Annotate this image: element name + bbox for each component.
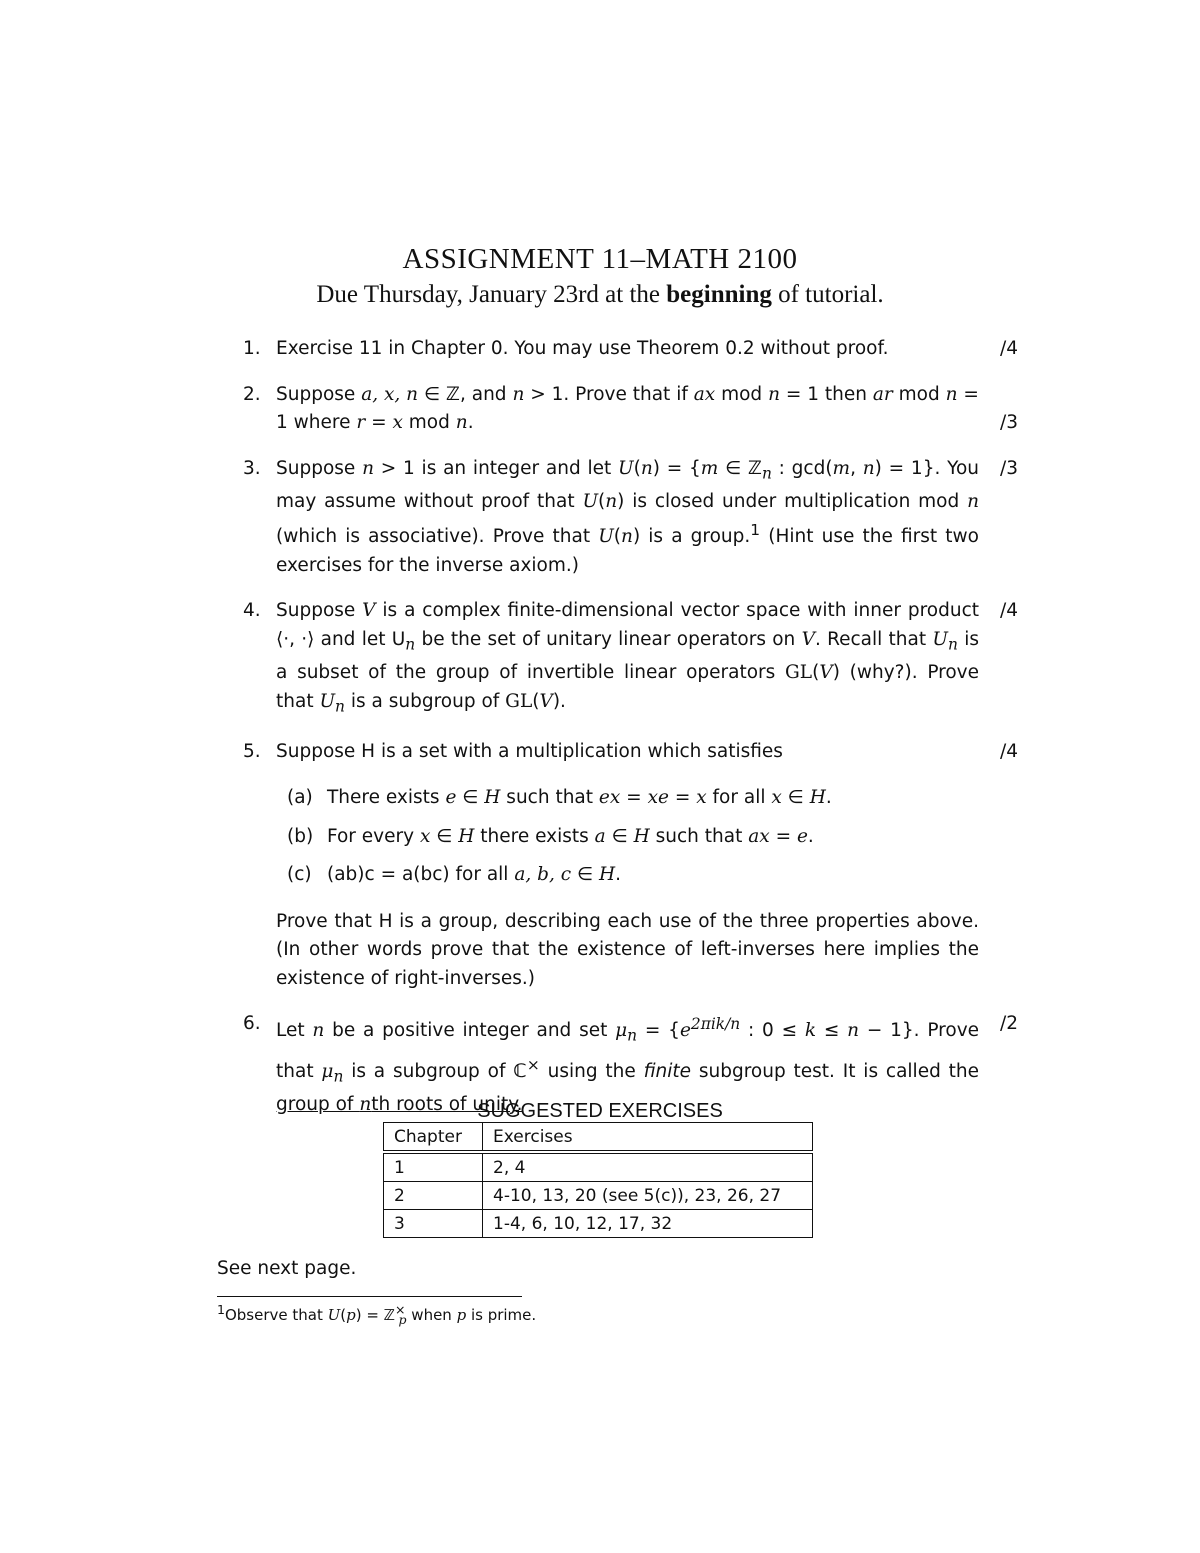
footnote: $^1$Observe that U(p) = ℤ×$_p$ when p is prime. bbox=[217, 1302, 537, 1327]
problem-list bbox=[243, 335, 1033, 1136]
exercises-cell: 2, 4 bbox=[483, 1152, 813, 1182]
problem-number: 4. bbox=[243, 600, 261, 622]
problem-points: /3 bbox=[1000, 412, 1019, 433]
problem-text: Suppose n > 1 is an integer and let U(n) = {m ∈ ℤ$_n$ : gcd(m, n) = 1}. You may assume without proof that U(n) is closed under multiplication mod n (which is associative). Prove that U(n) is a group.$^1$ (Hint use the first two exercises for the inverse axiom.) bbox=[276, 457, 979, 576]
problem-number: 5. bbox=[243, 740, 261, 762]
property-label: (c) bbox=[287, 864, 312, 886]
exercises-cell: 1-4, 6, 10, 12, 17, 32 bbox=[483, 1210, 813, 1238]
column-header-chapter: Chapter bbox=[384, 1123, 483, 1153]
problem-points: /3 bbox=[1000, 457, 1019, 479]
problem-text: Let n be a positive integer and set $\mu_n = \{e^{2\pi ik/n}$ : 0 ≤ k ≤ n − 1}. Prove that $\mu_n$ is a subgroup of ℂ× using the finite subgroup test. It is called the group of nth roots of unity. bbox=[276, 1015, 980, 1115]
problem-points: /2 bbox=[1000, 1013, 1019, 1035]
see-next-page: See next page. bbox=[217, 1258, 357, 1279]
table-header-row bbox=[384, 1123, 813, 1153]
subtitle-pre: Due Thursday, January 23rd at the bbox=[316, 281, 667, 308]
problem-points: /4 bbox=[1000, 740, 1019, 762]
problem-points: /4 bbox=[1000, 600, 1019, 622]
property-c: (c) (ab)c = a(bc) for all a, b, c ∈ H. bbox=[287, 861, 979, 890]
problem-text: Exercise 11 in Chapter 0. You may use Theorem 0.2 without proof. bbox=[276, 338, 889, 359]
problem-number: 2. bbox=[243, 383, 261, 405]
table-row bbox=[384, 1182, 813, 1210]
column-header-exercises: Exercises bbox=[483, 1123, 813, 1153]
subtitle-bold: beginning bbox=[666, 281, 772, 308]
property-list bbox=[276, 784, 979, 890]
suggested-exercises-heading: SUGGESTED EXERCISES bbox=[477, 1100, 723, 1122]
problem-number: 6. bbox=[243, 1013, 261, 1035]
problem-number: 3. bbox=[243, 457, 261, 479]
problem-points: /4 bbox=[1000, 338, 1019, 359]
chapter-cell: 3 bbox=[384, 1210, 483, 1238]
footnote-rule bbox=[217, 1296, 522, 1297]
property-label: (a) bbox=[287, 787, 313, 809]
suggested-exercises-table bbox=[383, 1122, 813, 1238]
page-title: ASSIGNMENT 11–MATH 2100 bbox=[402, 243, 798, 275]
problem-3 bbox=[243, 455, 1033, 581]
property-label: (b) bbox=[287, 825, 314, 847]
exercises-cell: 4-10, 13, 20 (see 5(c)), 23, 26, 27 bbox=[483, 1182, 813, 1210]
problem-1 bbox=[243, 335, 1033, 364]
problem-text: Suppose V is a complex finite-dimensional vector space with inner product ⟨·, ·⟩ and let $U_n$ be the set of unitary linear operators on V. Recall that $U_n$ is a subset of the group of invertible linear operators GL(V) (why?). Prove that $U_n$ is a subgroup of GL(V). bbox=[276, 600, 979, 716]
chapter-cell: 1 bbox=[384, 1152, 483, 1182]
subtitle-post: of tutorial. bbox=[771, 281, 884, 308]
problem-text: Suppose a, x, n ∈ ℤ, and n > 1. Prove that if ax mod n = 1 then ar mod n = 1 where r = x mod n. bbox=[276, 383, 979, 433]
problem-text: Suppose H is a set with a multiplication which satisfies bbox=[276, 740, 783, 762]
due-date-subtitle bbox=[0, 281, 1200, 309]
footnote-text: Observe that bbox=[224, 1306, 328, 1324]
problem-5 bbox=[243, 738, 1033, 994]
footnote-mark: 1 bbox=[217, 1302, 225, 1317]
property-a: (a) There exists e ∈ H such that ex = xe = x for all x ∈ H. bbox=[287, 784, 979, 813]
table-row bbox=[384, 1210, 813, 1238]
problem-5-conclusion: Prove that H is a group, describing each use of the three properties above. (In other words prove that the existence of left-inverses here implies the existence of right-inverses.) bbox=[276, 910, 979, 989]
problem-number: 1. bbox=[243, 338, 261, 359]
table-row bbox=[384, 1152, 813, 1182]
property-b: (b) For every x ∈ H there exists a ∈ H such that ax = e. bbox=[287, 823, 979, 852]
chapter-cell: 2 bbox=[384, 1182, 483, 1210]
problem-4 bbox=[243, 597, 1033, 720]
problem-2 bbox=[243, 381, 1033, 438]
